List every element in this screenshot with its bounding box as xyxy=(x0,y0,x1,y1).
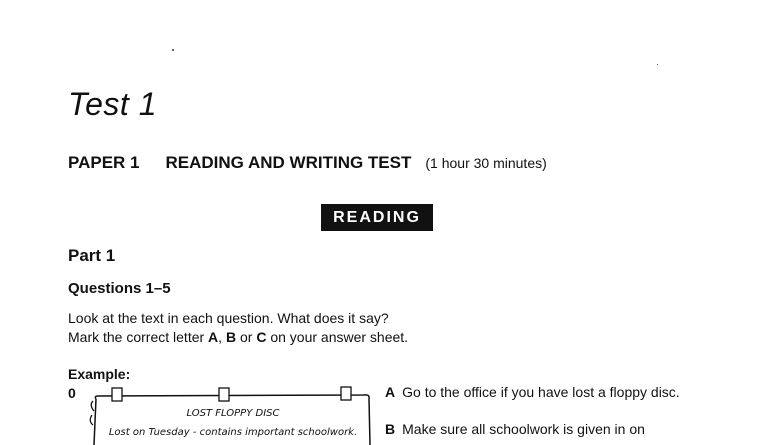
instruction-separator: , xyxy=(218,329,226,345)
questions-heading: Questions 1–5 xyxy=(68,280,171,297)
paper-label: PAPER 1 xyxy=(68,153,140,172)
test-title: Test 1 xyxy=(68,86,157,122)
notice-drawing xyxy=(88,385,378,445)
instruction-separator: or xyxy=(236,329,257,345)
paper-heading xyxy=(68,153,547,173)
option-a xyxy=(385,384,680,400)
option-text: Make sure all schoolwork is given in on xyxy=(402,421,645,437)
scan-speck xyxy=(172,49,174,51)
option-text: Go to the office if you have lost a floppy disc. xyxy=(402,384,680,400)
option-letter: B xyxy=(385,421,396,437)
instruction-line-2 xyxy=(68,329,408,345)
instruction-text: on your answer sheet. xyxy=(266,329,409,345)
part-heading: Part 1 xyxy=(68,246,116,265)
notice-body: Lost on Tuesday - contains important schoolwork. xyxy=(108,427,358,438)
example-label: Example: xyxy=(68,366,131,382)
instruction-line-1: Look at the text in each question. What does it say? xyxy=(68,310,389,326)
letter-b: B xyxy=(225,329,237,345)
paper-duration: (1 hour 30 minutes) xyxy=(425,155,547,171)
option-letter: A xyxy=(385,384,396,400)
scan-speck xyxy=(657,64,658,65)
letter-a: A xyxy=(208,329,219,345)
notice-title: LOST FLOPPY DISC xyxy=(186,408,280,419)
example-number: 0 xyxy=(68,385,76,401)
letter-c: C xyxy=(256,329,267,345)
reading-section-banner: READING xyxy=(321,204,433,231)
instruction-text: Mark the correct letter xyxy=(68,329,209,345)
paper-name: READING AND WRITING TEST xyxy=(165,153,412,172)
option-b xyxy=(385,421,645,437)
